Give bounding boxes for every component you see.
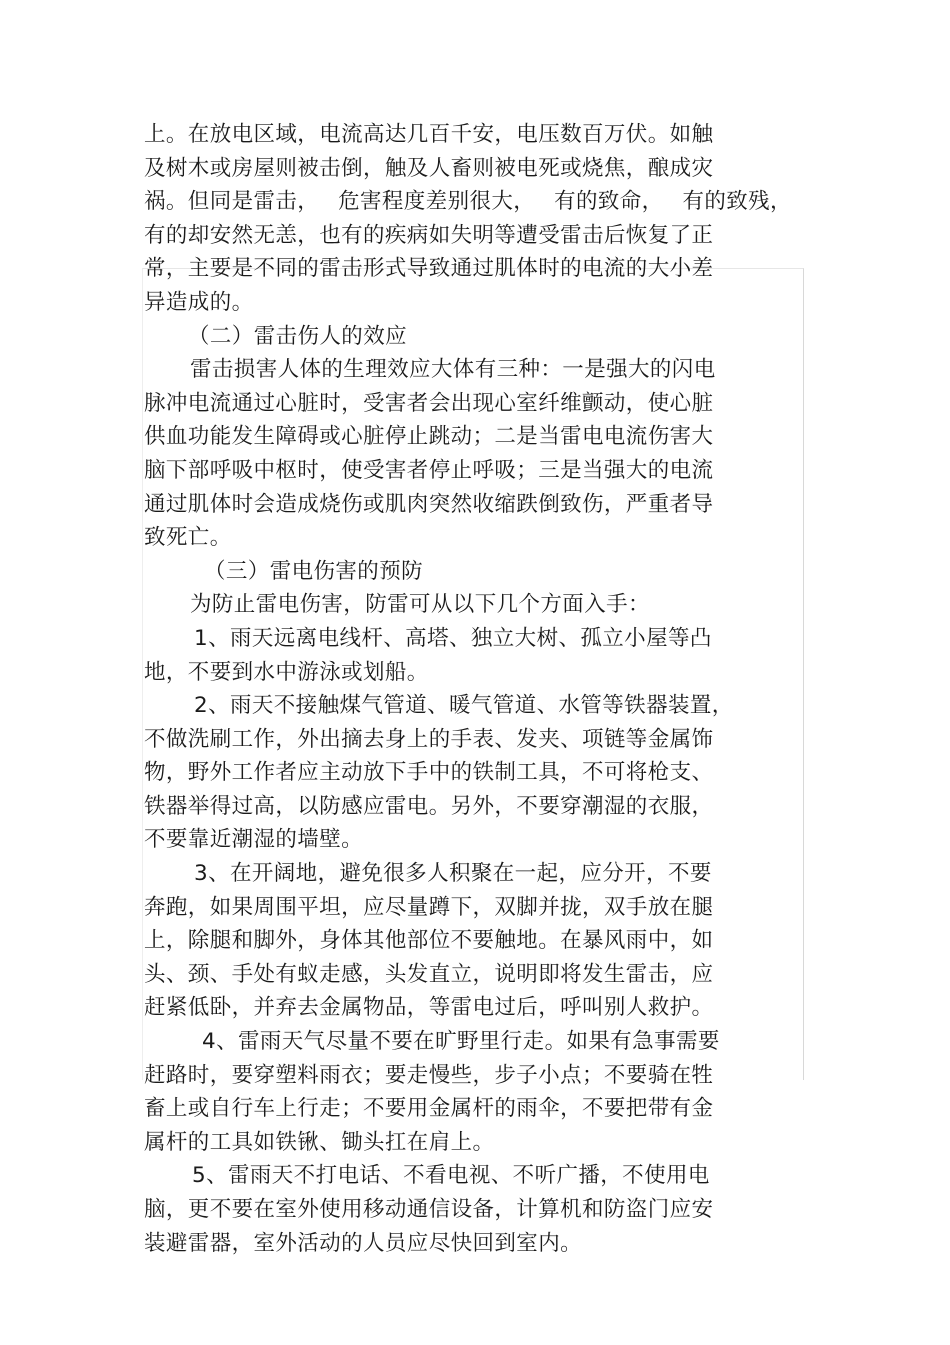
text-line: 通过肌体时会造成烧伤或肌肉突然收缩跌倒致伤，严重者导	[144, 491, 714, 517]
document-body	[144, 118, 804, 1260]
text-line: 物，野外工作者应主动放下手中的铁制工具，不可将枪支、	[144, 760, 714, 786]
list-item-2: 2、雨天不接触煤气管道、暖气管道、水管等铁器装置，	[194, 693, 734, 719]
text-line-spaced	[144, 185, 792, 219]
text-line: 奔跑，如果周围平坦，应尽量蹲下，双脚并拢，双手放在腿	[144, 894, 714, 920]
text-line: 及树木或房屋则被击倒，触及人畜则被电死或烧焦，酿成灾	[144, 155, 714, 181]
text-line: 赶紧低卧，并弃去金属物品，等雷电过后，呼叫别人救护。	[144, 995, 714, 1021]
text-fragment: 危害程度差别很大，	[338, 189, 536, 215]
text-line: 有的却安然无恙，也有的疾病如失明等遭受雷击后恢复了正	[144, 222, 714, 248]
text-line: 装避雷器，室外活动的人员应尽快回到室内。	[144, 1230, 583, 1256]
text-line: 不做洗刷工作，外出摘去身上的手表、发夹、项链等金属饰	[144, 726, 714, 752]
text-line: 上，除腿和脚外，身体其他部位不要触地。在暴风雨中，如	[144, 928, 714, 954]
text-line: 脑下部呼吸中枢时，使受害者停止呼吸；三是当强大的电流	[144, 457, 714, 483]
text-line: 地，不要到水中游泳或划船。	[144, 659, 429, 685]
text-fragment: 有的致残，	[682, 189, 792, 215]
text-line: 雷击损害人体的生理效应大体有三种：一是强大的闪电	[190, 357, 716, 383]
text-line: 头、颈、手处有蚁走感，头发直立，说明即将发生雷击，应	[144, 961, 714, 987]
list-item-4: 4、雷雨天气尽量不要在旷野里行走。如果有急事需要	[202, 1029, 720, 1055]
section-heading: （二）雷击伤人的效应	[188, 323, 408, 349]
text-line: 铁器举得过高，以防感应雷电。另外，不要穿潮湿的衣服，	[144, 793, 714, 819]
text-line: 异造成的。	[144, 289, 254, 315]
text-line: 致死亡。	[144, 525, 232, 551]
text-line: 属杆的工具如铁锹、锄头扛在肩上。	[144, 1129, 495, 1155]
text-line: 不要靠近潮湿的墙壁。	[144, 827, 364, 853]
text-line: 上。在放电区域，电流高达几百千安，电压数百万伏。如触	[144, 122, 714, 147]
text-line: 畜上或自行车上行走；不要用金属杆的雨伞，不要把带有金	[144, 1096, 714, 1122]
text-fragment: 祸。但同是雷击，	[144, 189, 320, 215]
text-fragment: 有的致命，	[554, 189, 664, 215]
text-line: 为防止雷电伤害，防雷可从以下几个方面入手：	[190, 592, 650, 618]
section-heading: （三）雷电伤害的预防	[204, 558, 424, 584]
list-item-3: 3、在开阔地，避免很多人积聚在一起，应分开，不要	[194, 861, 712, 887]
text-line: 常，主要是不同的雷击形式导致通过肌体时的电流的大小差	[144, 256, 714, 282]
text-line: 赶路时，要穿塑料雨衣；要走慢些，步子小点；不要骑在牲	[144, 1062, 714, 1088]
text-line: 脉冲电流通过心脏时，受害者会出现心室纤维颤动，使心脏	[144, 390, 714, 416]
text-line: 脑，更不要在室外使用移动通信设备，计算机和防盗门应安	[144, 1197, 714, 1222]
list-item-1: 1、雨天远离电线杆、高塔、独立大树、孤立小屋等凸	[194, 625, 712, 651]
text-line: 供血功能发生障碍或心脏停止跳动；二是当雷电电流伤害大	[144, 424, 714, 450]
list-item-5: 5、雷雨天不打电话、不看电视、不听广播，不使用电	[192, 1163, 710, 1189]
